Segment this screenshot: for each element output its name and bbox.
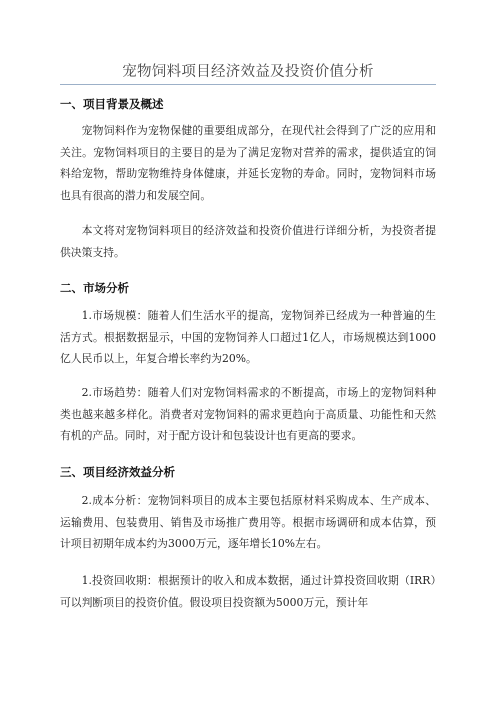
paragraph-payback-period: 1.投资回收期：根据预计的收入和成本数据，通过计算投资回收期（IRR）可以判断项目的投资价值。假设项目投资额为5000万元，预计年 [60,574,436,609]
section-heading-economics: 三、项目经济效益分析 [60,465,175,479]
title-divider [60,84,436,85]
section-heading-market: 二、市场分析 [60,281,129,295]
paragraph-background-1: 宠物饲料作为宠物保健的重要组成部分，在现代社会得到了广泛的应用和关注。宠物饲料项目的主要目的是为了满足宠物对营养的需求，提供适宜的饲料给宠物，帮助宠物维持身体健康，并延长宠物的寿命。同时，宠物饲料市场也具有很高的潜力和发展空间。 [60,124,436,202]
paragraph-market-trend: 2.市场趋势：随着人们对宠物饲料需求的不断提高，市场上的宠物饲料种类也越来越多样化。消费者对宠物饲料的需求更趋向于高质量、功能性和天然有机的产品。同时，对于配方设计和包装设计也有更高的要求。 [60,386,436,442]
paragraph-market-size: 1.市场规模：随着人们生活水平的提高，宠物饲养已经成为一种普遍的生活方式。根据数据显示，中国的宠物饲养人口超过1亿人，市场规模达到1000亿人民币以上，年复合增长率约为20%。 [60,309,436,365]
section-heading-background: 一、项目背景及概述 [60,97,164,111]
paragraph-cost-analysis: 2.成本分析：宠物饲料项目的成本主要包括原材料采购成本、生产成本、运输费用、包装费用、销售及市场推广费用等。根据市场调研和成本估算，预计项目初期年成本约为3000万元，逐年增长10%左右。 [60,494,436,550]
document-title: 宠物饲料项目经济效益及投资价值分析 [122,64,374,80]
paragraph-background-2: 本文将对宠物饲料项目的经济效益和投资价值进行详细分析，为投资者提供决策支持。 [60,224,436,259]
